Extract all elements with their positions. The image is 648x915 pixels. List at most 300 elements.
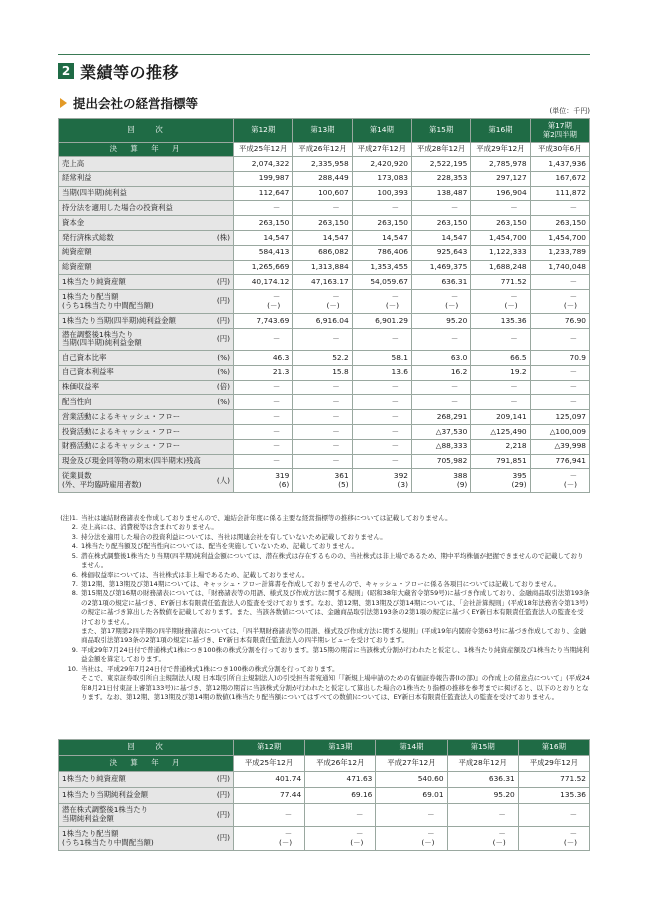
table-cell <box>352 290 411 314</box>
cell-value: － <box>332 397 340 406</box>
table-cell <box>293 350 352 365</box>
table-cell <box>234 380 293 395</box>
table-cell <box>293 410 352 425</box>
row-label-text <box>62 830 154 847</box>
cell-value: 209,141 <box>496 411 527 421</box>
row-label <box>59 260 234 275</box>
table-cell <box>530 380 589 395</box>
table-cell <box>293 216 352 231</box>
cell-value: 2,420,920 <box>370 158 408 168</box>
cell-value: 636.31 <box>441 277 468 287</box>
table-cell <box>411 410 470 425</box>
table-cell <box>411 186 470 201</box>
table-cell <box>352 424 411 439</box>
cell-value: 263,150 <box>436 217 468 227</box>
cell-value: 1,688,248 <box>489 262 527 272</box>
row-label-line: 純資産額 <box>62 247 92 257</box>
cell-value: 2,335,958 <box>311 158 349 168</box>
table-cell <box>411 230 470 245</box>
cell-value: 925,643 <box>436 247 468 257</box>
table-row <box>59 827 590 851</box>
row-unit: (円) <box>216 809 230 819</box>
table-cell <box>234 439 293 454</box>
cell-value: 47,163.17 <box>311 277 349 287</box>
cell-value: 776,941 <box>555 456 586 466</box>
footnote-number <box>58 674 81 702</box>
cell-value: － <box>332 456 340 466</box>
cell-value: － <box>427 828 435 838</box>
row-label-line: 潜在株式調整後1株当たり <box>62 805 149 815</box>
row-label <box>59 804 234 827</box>
cell-value: － <box>355 809 364 819</box>
table-cell <box>471 186 530 201</box>
table-cell <box>293 230 352 245</box>
cell-value: 14,547 <box>441 232 468 242</box>
cell-value: 6,916.04 <box>315 315 349 325</box>
row-label-line: 1株当たり配当額 <box>62 292 119 302</box>
row-label-line: 投資活動によるキャッシュ・フロー <box>62 426 181 436</box>
table-cell <box>352 469 411 493</box>
cell-value-sub: (6) <box>278 479 290 489</box>
cell-value: － <box>498 828 506 838</box>
cell-value: － <box>391 397 399 406</box>
cell-value: 14,547 <box>382 232 408 242</box>
cell-value: － <box>272 441 281 451</box>
table-cell <box>530 275 589 290</box>
cell-value: 1,122,333 <box>489 247 527 257</box>
row-label-line: 現金及び現金同等物の期末(四半期末)残高 <box>62 456 201 466</box>
table-cell <box>471 424 530 439</box>
footnote-text: 第12期、第13期及び第14期については、キャッシュ・フロー計算書を作成しておりませんので、キャッシュ・フローに係る各項目については記載しておりません。 <box>81 579 561 588</box>
footnote-item <box>58 674 590 702</box>
footnote-text: 第15期及び第16期の財務諸表については、「財務諸表等の用語、様式及び作成方法に関する規則」(昭和38年大蔵省令第59号)に基づき作成しており、金融商品取引法第193条の2第1項の規定に基づき、EY新日本有限責任監査法人の監査を受けております。なお、第12期、第13期及び第14期については、「会社計算規則」(平成18年法務省令第13号)の規定に基づき算出した各数値を記載しております。また、当該各数値については、金融商品取引法第193条の2第1項の規定に基づくEY新日本有限責任監査法人の監査を受けておりません。 <box>81 589 590 626</box>
period-header: 第17期 第2四半期 <box>530 119 589 143</box>
table-cell <box>234 157 293 172</box>
table-cell <box>530 186 589 201</box>
date-header: 平成29年12月 <box>518 756 589 772</box>
cell-value: － <box>272 382 281 392</box>
row-label-line: 従業員数 <box>62 471 92 481</box>
triangle-bullet-icon <box>60 98 67 108</box>
unit-note: (単位：千円) <box>549 107 590 115</box>
row-label-line: (うち1株当たり中間配当額) <box>62 837 154 847</box>
cell-value: 173,083 <box>377 173 408 183</box>
date-header: 平成26年12月 <box>305 756 376 772</box>
table-cell <box>471 410 530 425</box>
footnote-item <box>58 589 590 627</box>
row-unit: (円) <box>216 790 230 800</box>
table-cell <box>411 328 470 350</box>
footnote-text: そこで、東京証券取引所自主規制法人(現 日本取引所自主規制法人)の引受担当者宛通知「『新規上場申請のための有価証券報告書(Ⅰの部)』の作成上の留意点について」(平成24年8月21日付東証上審第133号)に基づき、第12期の期首に当該株式分割が行われたと仮定して算出した場合の1株当たり指標の推移を参考までに掲げると、以下のとおりとなります。なお、第12期、第13期及び第14期の数値(1株当たり配当額についてはすべての数値)については、EY新日本有限責任監査法人の監査を受けておりません。 <box>81 674 590 702</box>
cell-value: 263,150 <box>258 217 290 227</box>
row-label-inner <box>62 775 230 784</box>
footnote-text: 株価収益率については、当社株式は非上場であるため、記載しておりません。 <box>81 570 309 579</box>
table-cell <box>234 827 305 851</box>
footnote-text: 売上高には、消費税等は含まれておりません。 <box>81 523 218 532</box>
cell-value: － <box>391 292 399 302</box>
table-cell <box>293 365 352 380</box>
cell-value: 100,607 <box>318 188 349 198</box>
cell-value: 13.6 <box>391 367 408 377</box>
row-label <box>59 216 234 231</box>
cell-value: － <box>332 292 340 302</box>
footnote-text: 潜在株式調整後1株当たり当期(四半期)純利益金額については、潜在株式は存在するものの、当社株式は非上場であるため、期中平均株価が把握できませんので記載しておりません。 <box>81 551 584 570</box>
table-cell <box>352 171 411 186</box>
top-rule <box>58 54 590 55</box>
table-cell <box>352 260 411 275</box>
period-header: 第15期 <box>411 119 470 143</box>
cell-value: － <box>272 411 281 421</box>
cell-value: 263,150 <box>377 217 408 227</box>
cell-value: 16.2 <box>450 367 468 377</box>
cell-value: 395 <box>512 471 527 481</box>
row-label <box>59 424 234 439</box>
row-label-line: (うち1株当たり中間配当額) <box>62 300 154 310</box>
table-cell <box>447 827 518 851</box>
row-label-text <box>62 472 142 489</box>
cell-value: 1,437,936 <box>548 158 586 168</box>
table-cell <box>411 424 470 439</box>
cell-value: － <box>272 292 281 302</box>
period-header: 第14期 <box>376 740 447 756</box>
cell-value: 76.90 <box>564 315 586 325</box>
table-cell <box>352 380 411 395</box>
row-label-line: 発行済株式総数 <box>62 232 114 242</box>
table-cell <box>411 157 470 172</box>
row-label-text <box>62 248 92 257</box>
table-cell <box>471 245 530 260</box>
table-cell <box>530 395 589 410</box>
cell-value: 540.60 <box>417 774 444 784</box>
table-cell <box>293 424 352 439</box>
row-label-inner <box>62 293 230 310</box>
cell-value: 791,851 <box>496 456 527 466</box>
row-label-text <box>62 331 142 348</box>
cell-value: 2,785,978 <box>489 158 527 168</box>
cell-value: 2,522,195 <box>429 158 468 168</box>
cell-value: 95.20 <box>493 790 515 800</box>
row-label-text <box>62 383 99 392</box>
row-label-text <box>62 317 176 326</box>
table-row <box>59 772 590 788</box>
table-row <box>59 395 590 410</box>
table-cell <box>530 439 589 454</box>
cell-value: － <box>498 809 506 819</box>
cell-value: 1,454,700 <box>489 232 527 242</box>
footnote-number: 3. <box>71 532 78 541</box>
date-header: 平成28年12月 <box>447 756 518 772</box>
table-row <box>59 245 590 260</box>
table-cell <box>518 772 589 788</box>
cell-value: 1,740,048 <box>548 262 586 272</box>
cell-value: － <box>391 203 399 213</box>
cell-value: － <box>391 334 399 344</box>
table-cell <box>530 410 589 425</box>
cell-value-sub: (－) <box>385 300 399 310</box>
cell-value: 2,074,322 <box>251 158 290 168</box>
cell-value: － <box>450 334 459 344</box>
row-unit: (株) <box>216 232 230 242</box>
row-label-inner <box>62 189 230 198</box>
cell-value: － <box>284 828 293 838</box>
table-cell <box>352 365 411 380</box>
cell-value: 1,469,375 <box>429 262 468 272</box>
table-row <box>59 380 590 395</box>
row-unit: (円) <box>216 774 230 784</box>
footnotes <box>58 514 590 702</box>
cell-value: － <box>332 334 340 344</box>
cell-value: － <box>450 203 459 213</box>
row-label-line: 自己資本比率 <box>62 352 107 362</box>
cell-value: 69.01 <box>422 790 444 800</box>
footnote-text: 当社は連結財務諸表を作成しておりませんので、連結会計年度に係る主要な経営指標等の推移については記載しておりません。 <box>81 514 452 522</box>
row-label-text <box>62 791 148 800</box>
row-label-text <box>62 293 154 310</box>
cell-value: 7,743.69 <box>256 315 290 325</box>
row-label-inner <box>62 331 230 348</box>
row-label-text <box>62 263 92 272</box>
row-label-inner <box>62 368 230 377</box>
table-cell <box>234 290 293 314</box>
cell-value: 1,265,669 <box>251 262 290 272</box>
cell-value: 1,454,700 <box>548 232 586 242</box>
row-label-inner <box>62 442 230 451</box>
table-cell <box>530 314 589 329</box>
cell-value: 401.74 <box>275 774 302 784</box>
footnote-text: また、第17期第2四半期の四半期財務諸表については、「四半期財務諸表等の用語、様式及び作成方法に関する規則」(平成19年内閣府令第63号)に基づき作成しており、金融商品取引法第193条の2第1項の規定に基づき、EY新日本有限責任監査法人の四半期レビューを受けております。 <box>81 627 587 645</box>
footnote-item <box>58 542 590 551</box>
table-cell <box>234 201 293 216</box>
footnote-number: 7. <box>71 579 78 588</box>
row-label <box>59 275 234 290</box>
row-label-text <box>62 174 92 183</box>
cell-value-sub: (－) <box>279 837 293 847</box>
table-cell <box>411 216 470 231</box>
table-cell <box>234 395 293 410</box>
row-label-line: 資本金 <box>62 217 85 227</box>
row-label-inner <box>62 160 230 169</box>
cell-value: － <box>569 334 577 344</box>
period-header: 第14期 <box>352 119 411 143</box>
row-unit: (%) <box>217 397 230 406</box>
row-label-inner <box>62 174 230 183</box>
table-cell <box>530 365 589 380</box>
table-cell <box>447 788 518 804</box>
row-label-inner <box>62 428 230 437</box>
row-label-inner <box>62 248 230 257</box>
table-cell <box>234 216 293 231</box>
table-cell <box>530 328 589 350</box>
footnote-number: 10. <box>67 664 78 673</box>
row-label-text <box>62 219 84 228</box>
table-row <box>59 469 590 493</box>
table-cell <box>411 380 470 395</box>
cell-value: 167,672 <box>555 173 586 183</box>
cell-value: △39,998 <box>554 441 586 451</box>
cell-value: 100,393 <box>377 188 408 198</box>
sub-table-body <box>59 772 590 851</box>
cell-value: 77.44 <box>280 790 302 800</box>
footnote-text: 持分法を適用した場合の投資利益については、当社は関連会社を有していないため記載しておりません。 <box>81 532 387 541</box>
cell-value: 388 <box>453 471 468 481</box>
cell-value: △100,009 <box>549 426 586 436</box>
row-unit: (円) <box>216 315 230 325</box>
row-label-line: 配当性向 <box>62 397 92 406</box>
cell-value: 1,233,789 <box>548 247 586 257</box>
table-cell <box>411 350 470 365</box>
table-cell <box>411 171 470 186</box>
cell-value: － <box>569 471 577 481</box>
cell-value: － <box>569 809 577 819</box>
cell-value: － <box>450 292 459 302</box>
row-label <box>59 314 234 329</box>
cell-value-sub: (9) <box>456 479 468 489</box>
table-cell <box>293 314 352 329</box>
table-cell <box>530 454 589 469</box>
row-label-text <box>62 160 84 169</box>
table-row <box>59 454 590 469</box>
footnote-text: 当社は、平成29年7月24日付で普通株式1株につき100株の株式分割を行っております。 <box>81 664 339 673</box>
cell-value: － <box>272 426 281 436</box>
cell-value: 66.5 <box>510 352 527 362</box>
cell-value: 288,449 <box>318 173 349 183</box>
row-label <box>59 439 234 454</box>
table-cell <box>352 275 411 290</box>
header-kai: 回 次 <box>59 119 234 143</box>
cell-value: － <box>510 203 518 213</box>
table-cell <box>305 788 376 804</box>
cell-value: － <box>391 426 399 436</box>
table-cell <box>530 171 589 186</box>
cell-value-sub: (－) <box>350 837 364 847</box>
cell-value: － <box>391 441 399 451</box>
row-label-text <box>62 354 106 363</box>
cell-value: 6,901.29 <box>375 315 408 325</box>
cell-value: － <box>510 382 518 392</box>
cell-value: 54,059.67 <box>370 277 408 287</box>
row-label-inner <box>62 830 230 847</box>
cell-value: 135.36 <box>500 315 527 325</box>
cell-value: － <box>510 334 518 344</box>
table-cell <box>518 827 589 851</box>
sub-header-kessan: 決 算 年 月 <box>59 756 234 772</box>
footnote-number: 6. <box>71 570 78 579</box>
footnote-number: 4. <box>71 542 78 551</box>
table-cell <box>352 314 411 329</box>
table-row <box>59 216 590 231</box>
cell-value: 70.9 <box>569 352 586 362</box>
row-label-text <box>62 398 92 407</box>
cell-value-sub: (－) <box>563 300 577 310</box>
table-row <box>59 186 590 201</box>
cell-value: 2,218 <box>505 441 527 451</box>
table-row <box>59 171 590 186</box>
footnote-number: 2. <box>71 523 78 532</box>
table-row <box>59 314 590 329</box>
table-cell <box>234 772 305 788</box>
row-label-inner <box>62 234 230 243</box>
row-label-line: 1株当たり配当額 <box>62 828 119 838</box>
table-cell <box>234 275 293 290</box>
cell-value: 263,150 <box>496 217 527 227</box>
row-label-line: 財務活動によるキャッシュ・フロー <box>62 441 181 451</box>
row-label-text <box>62 204 173 213</box>
table-cell <box>471 171 530 186</box>
footnote-number: 9. <box>71 645 78 654</box>
header-kessan: 決 算 年 月 <box>59 143 234 157</box>
table-row <box>59 201 590 216</box>
table-row <box>59 275 590 290</box>
table-cell <box>293 245 352 260</box>
period-header: 第15期 <box>447 740 518 756</box>
cell-value: 19.2 <box>510 367 527 377</box>
table-cell <box>293 260 352 275</box>
cell-value-sub: (－) <box>492 837 506 847</box>
table-row <box>59 804 590 827</box>
row-label-inner <box>62 806 230 823</box>
table-cell <box>530 260 589 275</box>
table-cell <box>471 290 530 314</box>
table-cell <box>352 328 411 350</box>
row-label-inner <box>62 413 230 422</box>
table-cell <box>234 245 293 260</box>
row-label-line: 1株当たり当期純利益金額 <box>62 790 149 800</box>
cell-value: 40,174.12 <box>251 277 290 287</box>
cell-value: － <box>569 397 577 406</box>
cell-value: － <box>332 426 340 436</box>
cell-value: － <box>450 397 459 406</box>
footnote-item <box>58 580 590 589</box>
table-cell <box>411 365 470 380</box>
cell-value: 21.3 <box>272 367 290 377</box>
row-label <box>59 380 234 395</box>
table-cell <box>234 350 293 365</box>
row-label-text <box>62 189 127 198</box>
period-header: 第13期 <box>305 740 376 756</box>
per-share-reference-table <box>58 739 590 851</box>
table-cell <box>411 395 470 410</box>
cell-value-sub: (－) <box>267 300 281 310</box>
table-cell <box>447 772 518 788</box>
row-label-text <box>62 413 180 422</box>
table-row <box>59 424 590 439</box>
table-cell <box>234 328 293 350</box>
date-header: 平成25年12月 <box>234 143 293 157</box>
footnote-item <box>58 665 590 674</box>
row-label-inner <box>62 263 230 272</box>
main-indicators-table <box>58 118 590 493</box>
table-cell <box>411 201 470 216</box>
table-cell <box>471 216 530 231</box>
table-cell <box>471 230 530 245</box>
cell-value: 1,353,455 <box>370 262 408 272</box>
period-header-row <box>59 119 590 143</box>
cell-value: － <box>332 441 340 451</box>
section-number: 2 <box>58 63 74 79</box>
cell-value: △88,333 <box>435 441 468 451</box>
date-header: 平成25年12月 <box>234 756 305 772</box>
subsection-title <box>60 96 198 110</box>
table-cell <box>447 804 518 827</box>
table-cell <box>234 314 293 329</box>
table-cell <box>293 328 352 350</box>
cell-value: － <box>272 397 281 406</box>
footnote-number: (注)1. <box>60 514 78 522</box>
table-cell <box>411 454 470 469</box>
cell-value-sub: (－) <box>563 479 577 489</box>
cell-value: 228,353 <box>436 173 468 183</box>
table-cell <box>352 230 411 245</box>
